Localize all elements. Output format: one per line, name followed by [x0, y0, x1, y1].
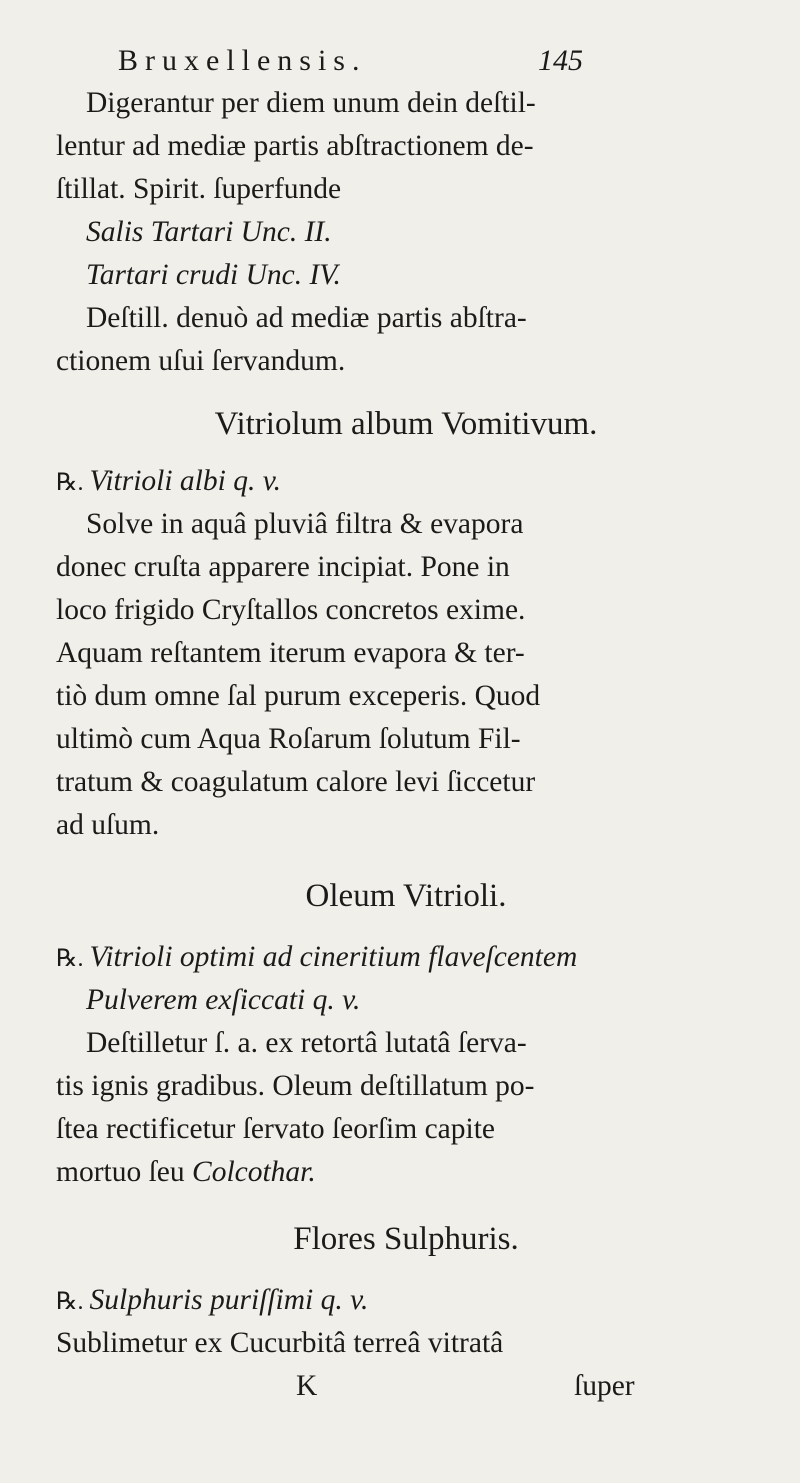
recipe-symbol: ℞. — [56, 1289, 84, 1315]
text-line: ſtillat. Spirit. ſuperfunde — [56, 173, 342, 205]
page-foot — [56, 1365, 756, 1408]
text-line: ultimò cum Aqua Roſarum ſolutum Fil- — [56, 723, 521, 755]
section-heading-vitriolum: Vitriolum album Vomitivum. — [214, 406, 598, 442]
recipe-symbol: ℞. — [56, 470, 84, 496]
text-line: tratum & coagulatum calore levi ſiccetur — [56, 766, 536, 798]
text-line: ſtea rectificetur ſervato ſeorſim capite — [56, 1113, 495, 1145]
text-line — [56, 1151, 756, 1194]
text-line: Solve in aquâ pluviâ filtra & evapora — [86, 508, 524, 540]
text-line: Aquam reſtantem iterum evapora & ter- — [56, 637, 525, 669]
text-line: ctionem uſui ſervandum. — [56, 345, 346, 377]
section-heading-flores: Flores Sulphuris. — [293, 1221, 519, 1257]
recipe-line — [56, 1279, 756, 1322]
text-line: donec cruſta apparere incipiat. Pone in — [56, 551, 510, 583]
signature-mark: K — [296, 1370, 318, 1402]
running-head — [118, 44, 718, 84]
text-fragment-italic: Colcothar. — [192, 1156, 316, 1188]
recipe-symbol: ℞. — [56, 946, 84, 972]
running-head-title: Bruxellensis. — [118, 44, 367, 77]
text-line: tis ignis gradibus. Oleum deſtillatum po- — [56, 1070, 535, 1102]
catchword: ſuper — [574, 1370, 635, 1402]
text-line: Sublimetur ex Cucurbitâ terreâ vitratâ — [56, 1327, 504, 1359]
ingredient-line: Salis Tartari Unc. II. — [86, 216, 332, 248]
text-line: loco frigido Cryſtallos concretos exime. — [56, 594, 526, 626]
text-line: Deſtilletur ſ. a. ex retortâ lutatâ ſerva- — [86, 1027, 527, 1059]
recipe-line: Pulverem exſiccati q. v. — [86, 984, 361, 1016]
recipe-text: Sulphuris puriſſimi q. v. — [89, 1284, 369, 1316]
page-number: 145 — [538, 44, 583, 77]
text-line: Digerantur per diem unum dein deſtil- — [86, 87, 536, 119]
text-line: Deſtill. denuò ad mediæ partis abſtra- — [86, 302, 527, 334]
text-line: ad uſum. — [56, 809, 160, 841]
text-fragment: mortuo ſeu — [56, 1156, 185, 1188]
recipe-line — [56, 460, 756, 503]
section-heading-oleum: Oleum Vitrioli. — [305, 878, 507, 914]
text-line: tiò dum omne ſal purum exceperis. Quod — [56, 680, 541, 712]
text-line: lentur ad mediæ partis abſtractionem de- — [56, 130, 534, 162]
page-body — [56, 82, 756, 1408]
recipe-text: Vitrioli optimi ad cineritium flaveſcentem — [89, 941, 578, 973]
recipe-text: Vitrioli albi q. v. — [89, 465, 281, 497]
recipe-line — [56, 936, 756, 979]
ingredient-line: Tartari crudi Unc. IV. — [86, 259, 341, 291]
